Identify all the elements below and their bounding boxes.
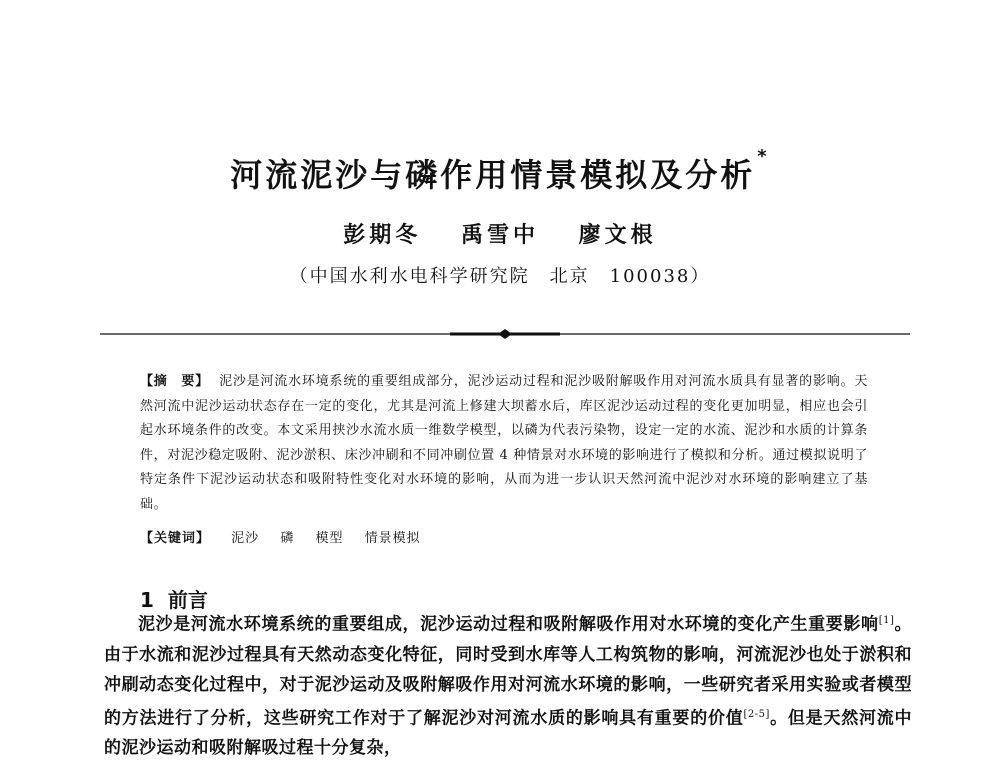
affiliation: （中国水利水电科学研究院 北京 100038） (289, 266, 711, 287)
keyword: 泥沙 (231, 531, 260, 546)
divider-diamond-icon (498, 329, 512, 339)
section-divider (100, 329, 910, 341)
body-text-part: 泥沙是河流水环境系统的重要组成，泥沙运动过程和吸附解吸作用对水环境的变化产生重要影响 (138, 614, 879, 635)
body-text-part: 。由于水流和泥沙过程具有天然动态变化特征，同时受到水库等人工构筑物的影响，河流泥沙也处于淤积和冲刷动态变化过程中，对于泥沙运动及吸附解吸作用对河流水环境的影响，一些研究者采用实验或者模型的方法进行了分析，这些研究工作对于了解泥沙对河流水质的影响具有重要的价值 (104, 614, 913, 729)
keywords-label: 【关键词】 (140, 531, 211, 546)
section-title: 前言 (167, 588, 208, 612)
author-list (0, 218, 1000, 249)
paper-title-text: 河流泥沙与磷作用情景模拟及分析 (230, 156, 756, 194)
body-paragraph (104, 606, 912, 763)
abstract-text: 泥沙是河流水环境系统的重要组成部分，泥沙运动过程和泥沙吸附解吸作用对河流水质具有显著的影响。天然河流中泥沙运动状态存在一定的变化，尤其是河流上修建大坝蓄水后，库区泥沙运动过程的变化更加明显，相应也会引起水环境条件的改变。本文采用挟沙水流水质一维数学模型，以磷为代表污染物，设定一定的水流、泥沙和水质的计算条件，对泥沙稳定吸附、泥沙淤积、床沙冲刷和不同冲刷位置 4 种情景对水环境的影响进行了模拟和分析。通过模拟说明了特定条件下泥沙运动状态和吸附特性变化对水环境的影响，从而为进一步认识天然河流中泥沙对水环境的影响建立了基础。 (140, 374, 868, 512)
keywords (140, 527, 868, 546)
author-name: 廖文根 (578, 222, 657, 248)
keyword: 磷 (280, 531, 295, 546)
title-footnote-mark: * (757, 146, 770, 167)
paper-title (0, 146, 1000, 196)
citation-ref: [1] (878, 615, 895, 626)
body-text-part: 。但是天然河流中的泥沙运动和吸附解吸过程十分复杂， (104, 708, 912, 759)
abstract (140, 370, 868, 517)
keyword: 模型 (315, 531, 344, 546)
author-name: 彭期冬 (343, 222, 422, 248)
abstract-label: 【摘 要】 (140, 374, 210, 389)
author-name: 禹雪中 (460, 222, 539, 248)
citation-ref: [2-5] (743, 708, 770, 720)
keyword: 情景模拟 (364, 531, 421, 546)
section-number: 1 (140, 588, 154, 612)
